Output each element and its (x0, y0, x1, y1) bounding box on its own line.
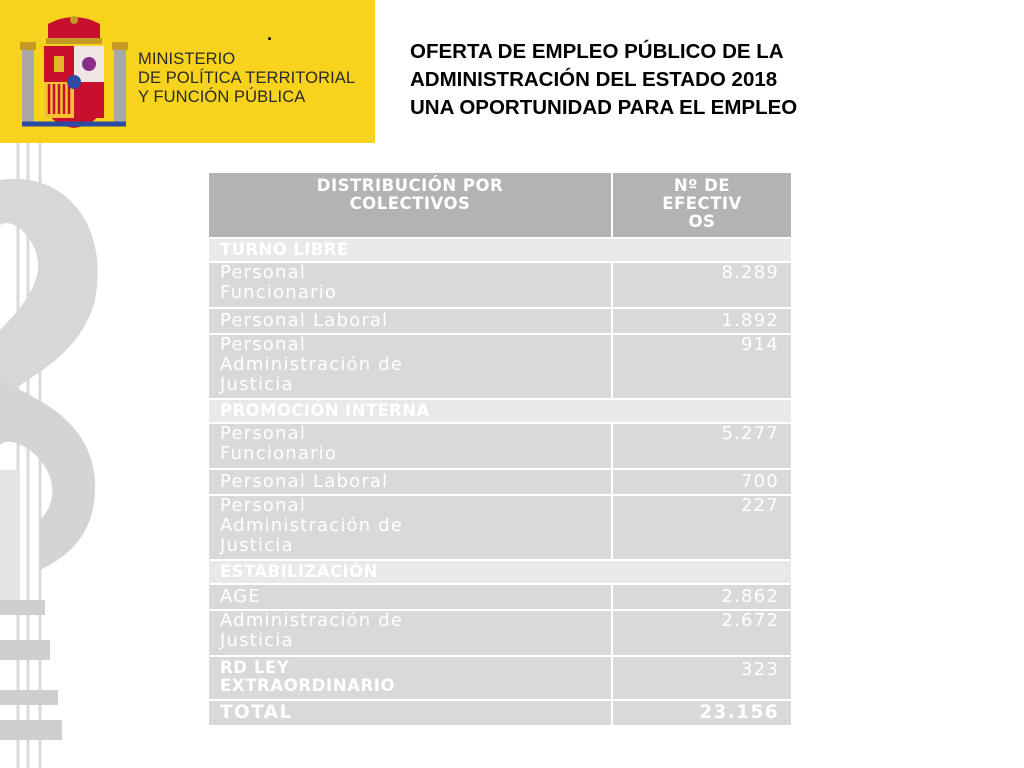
row-label (209, 470, 611, 494)
row-label-line: EXTRAORDINARIO (220, 676, 396, 695)
row-label-line: Personal (220, 423, 307, 444)
row-label-line: Personal Laboral (220, 310, 389, 331)
ministry-name (138, 50, 368, 107)
row-label (209, 611, 611, 655)
row-label (209, 657, 611, 699)
table-row (209, 424, 791, 468)
title-line-1: OFERTA DE EMPLEO PÚBLICO DE LA (410, 40, 784, 63)
row-label-line: Funcionario (220, 282, 338, 303)
row-value: 2.862 (613, 585, 791, 609)
ministry-header-block (0, 0, 375, 143)
header-col1-line: COLECTIVOS (349, 194, 471, 213)
table-row (209, 496, 791, 559)
total-row (209, 701, 791, 725)
row-value: 1.892 (613, 309, 791, 333)
distribution-table (207, 171, 793, 727)
ministry-line-3: Y FUNCIÓN PÚBLICA (138, 88, 306, 106)
header-col2-line: Nº DE (673, 176, 731, 195)
row-label-line: Administración de (220, 610, 404, 631)
row-value: 227 (613, 496, 791, 559)
row-value: 2.672 (613, 611, 791, 655)
row-label (209, 263, 611, 307)
row-label-line: AGE (220, 586, 261, 607)
table-row (209, 309, 791, 333)
row-label-line: Justicia (220, 535, 294, 556)
section-title: PROMOCIÓN INTERNA (209, 400, 791, 422)
row-value: 5.277 (613, 424, 791, 468)
row-value: 700 (613, 470, 791, 494)
section-row (209, 561, 791, 583)
table-row (209, 657, 791, 699)
total-value: 23.156 (613, 701, 791, 725)
row-label-line: Personal (220, 262, 307, 283)
ministry-line-2: DE POLÍTICA TERRITORIAL (138, 69, 356, 87)
row-label-line: Personal (220, 495, 307, 516)
row-value: 8.289 (613, 263, 791, 307)
section-title: TURNO LIBRE (209, 239, 791, 261)
row-label (209, 335, 611, 398)
row-value: 914 (613, 335, 791, 398)
table-row (209, 263, 791, 307)
row-label-line: Justicia (220, 374, 294, 395)
table-row (209, 611, 791, 655)
title-line-2: ADMINISTRACIÓN DEL ESTADO 2018 (410, 68, 778, 91)
row-label-line: Administración de (220, 515, 404, 536)
header-cell-colectivos (209, 173, 611, 237)
ministry-line-1: MINISTERIO (138, 50, 236, 68)
page-title (410, 38, 970, 122)
row-label (209, 309, 611, 333)
section-title: ESTABILIZACIÓN (209, 561, 791, 583)
section-row (209, 239, 791, 261)
row-label-line: Justicia (220, 630, 294, 651)
row-label-line: Funcionario (220, 443, 338, 464)
header-col2-line: EFECTIV (662, 194, 742, 213)
row-value: 323 (613, 657, 791, 699)
row-label-line: Personal (220, 334, 307, 355)
header-cell-efectivos (613, 173, 791, 237)
header-col1-line: DISTRIBUCIÓN POR (316, 176, 504, 195)
row-label (209, 424, 611, 468)
row-label-line: RD LEY (220, 658, 290, 677)
section-row (209, 400, 791, 422)
row-label-line: Personal Laboral (220, 471, 389, 492)
row-label-line: Administración de (220, 354, 404, 375)
table-row (209, 335, 791, 398)
header-dot: . (267, 24, 273, 44)
table-header-row (209, 173, 791, 237)
row-label (209, 585, 611, 609)
header-col2-line: OS (688, 212, 716, 231)
coat-of-arms-icon (18, 14, 130, 132)
table-row (209, 585, 791, 609)
title-line-3: UNA OPORTUNIDAD PARA EL EMPLEO (410, 96, 798, 119)
total-label: TOTAL (209, 701, 611, 725)
table-row (209, 470, 791, 494)
row-label (209, 496, 611, 559)
